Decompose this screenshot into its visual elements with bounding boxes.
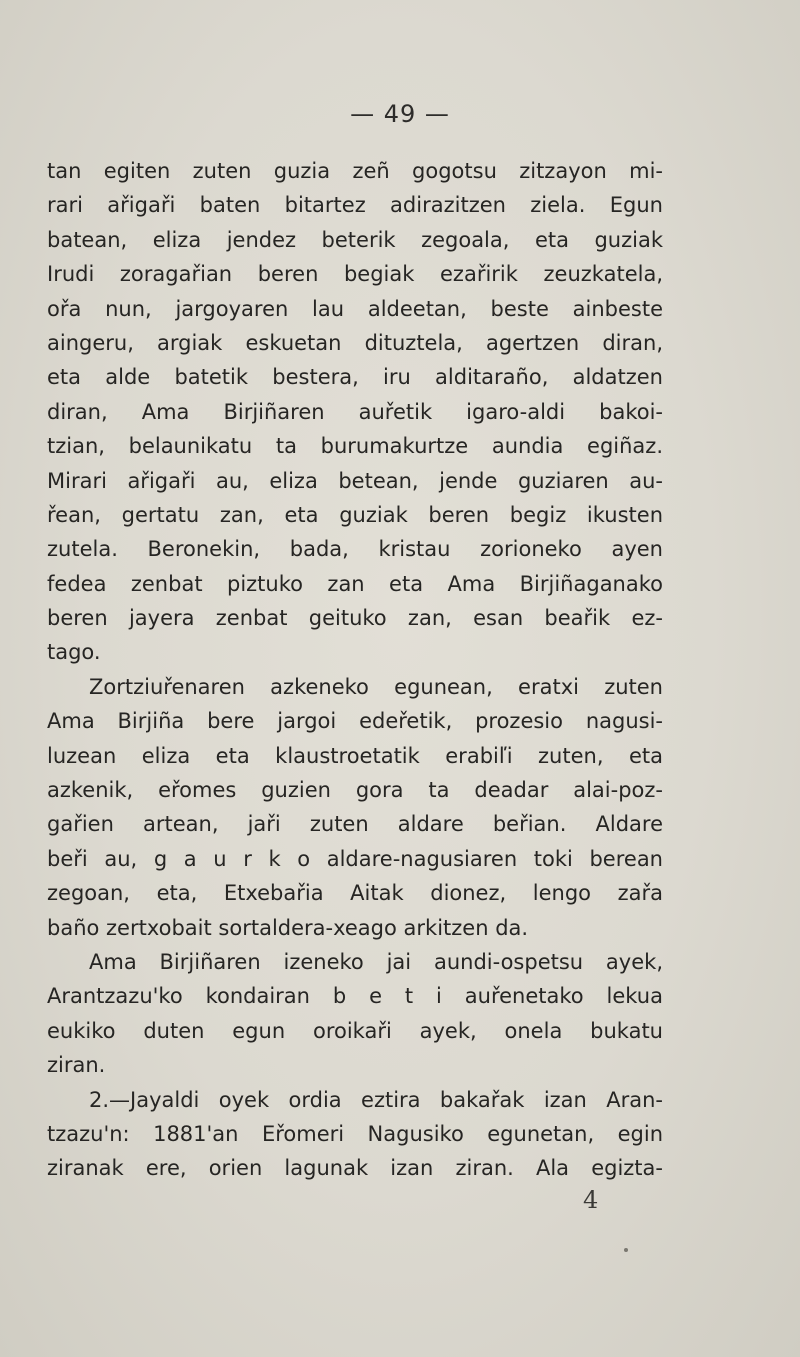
text-line: batean, eliza jendez beterik zegoala, eta guziak bbox=[47, 227, 663, 252]
text-line: diran, Ama Birjiñaren auřetik igaro-aldi bakoi- bbox=[47, 399, 663, 424]
text-line: eukiko duten egun oroikaři ayek, onela bukatu bbox=[47, 1018, 663, 1043]
text-line: tan egiten zuten guzia zeñ gogotsu zitzayon mi- bbox=[47, 159, 663, 183]
text-line: ořa nun, jargoyaren lau aldeetan, beste ainbeste bbox=[47, 296, 663, 321]
text-line: Mirari ařigaři au, eliza betean, jende guziaren au- bbox=[47, 468, 663, 493]
body-text bbox=[47, 154, 663, 1186]
text-line: azkenik, eřomes guzien gora ta deadar alai-poz- bbox=[47, 778, 663, 803]
text-line: Zortziuřenaren azkeneko egunean, eratxi zuten bbox=[89, 674, 663, 699]
text-line: zutela. Beronekin, bada, kristau zorioneko ayen bbox=[47, 537, 663, 562]
text-line: gařien artean, jaři zuten aldare beřian. Aldare bbox=[47, 812, 663, 837]
text-line: luzean eliza eta klaustroetatik erabiľi zuten, eta bbox=[47, 743, 663, 768]
text-line: řean, gertatu zan, eta guziak beren begiz ikusten bbox=[47, 502, 663, 527]
text-line: Irudi zoragařian beren begiak ezařirik zeuzkatela, bbox=[47, 262, 663, 287]
text-line: ziran. bbox=[47, 1053, 106, 1078]
text-line: 2.—Jayaldi oyek ordia eztira bakařak izan Aran- bbox=[89, 1087, 663, 1112]
text-line: eta alde batetik bestera, iru alditaraño, aldatzen bbox=[47, 365, 663, 390]
signature-mark: 4 bbox=[583, 1186, 599, 1214]
text-line: ziranak ere, orien lagunak izan ziran. Ala egizta- bbox=[47, 1156, 663, 1181]
text-line: Ama Birjiña bere jargoi edeřetik, prozesio nagusi- bbox=[47, 709, 663, 734]
text-line: tago. bbox=[47, 640, 101, 665]
text-line: beři au, g a u r k o aldare-nagusiaren toki berean bbox=[47, 846, 663, 871]
page-number: — 49 — bbox=[350, 100, 450, 128]
text-line: beren jayera zenbat geituko zan, esan beařik ez- bbox=[47, 606, 663, 631]
paper-speck bbox=[624, 1248, 628, 1252]
text-line: baño zertxobait sortaldera-xeago arkitzen da. bbox=[47, 915, 529, 940]
text-line: tzian, belaunikatu ta burumakurtze aundia egiñaz. bbox=[47, 434, 663, 459]
text-line: rari ařigaři baten bitartez adirazitzen ziela. Egun bbox=[47, 193, 663, 218]
text-line: fedea zenbat piztuko zan eta Ama Birjiñaganako bbox=[47, 571, 663, 596]
text-line: Ama Birjiñaren izeneko jai aundi-ospetsu ayek, bbox=[89, 949, 663, 974]
text-line: tzazu'n: 1881'an Eřomeri Nagusiko egunetan, egin bbox=[47, 1121, 663, 1146]
text-line: aingeru, argiak eskuetan dituztela, agertzen diran, bbox=[47, 330, 663, 355]
text-line: Arantzazu'ko kondairan b e t i auřenetako lekua bbox=[47, 984, 663, 1009]
text-line: zegoan, eta, Etxebařia Aitak dionez, lengo zařa bbox=[47, 881, 663, 906]
